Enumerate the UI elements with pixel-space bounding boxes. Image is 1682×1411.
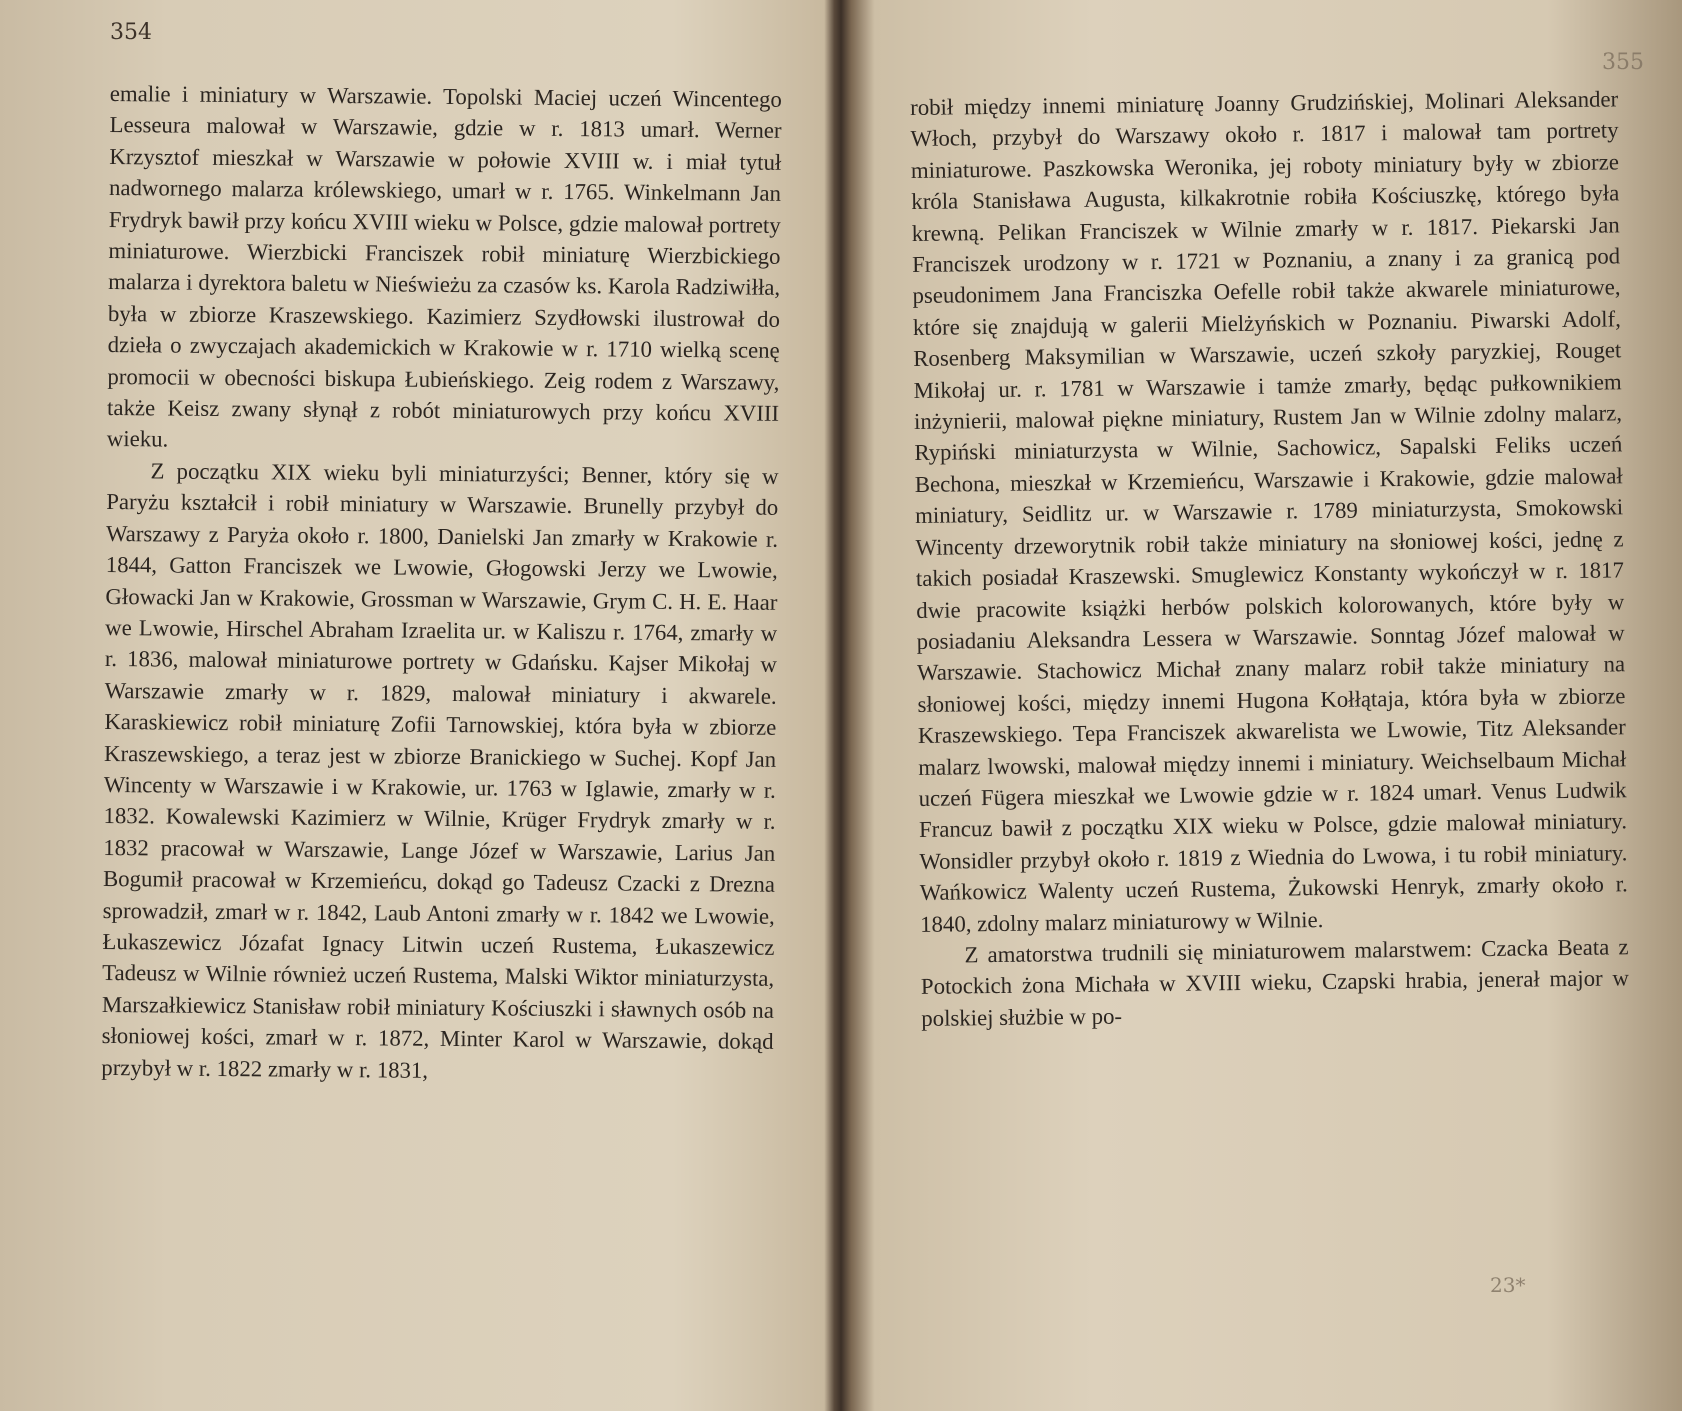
left-page-text <box>101 78 782 1089</box>
left-page <box>0 0 830 1411</box>
page-number-right: 355 <box>1602 50 1644 75</box>
paragraph: emalie i miniatury w Warszawie. Topolski Maciej uczeń Wincentego Lesseura malował w Warszawie, gdzie w r. 1813 umarł. Werner Krzysztof mieszkał w Warszawie w połowie XVIII w. i miał tytuł nadwornego malarza królewskiego, umarł w r. 1765. Winkelmann Jan Frydryk bawił przy końcu XVIII wieku w Polsce, gdzie malował portrety miniaturowe. Wierzbicki Franciszek robił miniaturę Wierzbickiego malarza i dyrektora baletu w Nieświeżu za czasów ks. Karola Radziwiłła, była w zbiorze Kraszewskiego. Kazimierz Szydłowski ilustrował do dzieła o zwyczajach akademickich w Krakowie w r. 1710 wielką scenę promocii w obecności biskupa Łubieńskiego. Zeig rodem z Warszawy, także Keisz zwany słynął z robót miniaturowych przy końcu XVIII wieku. <box>106 80 782 452</box>
paragraph: Z początku XIX wieku byli miniaturzyści; Benner, który się w Paryżu kształcił i robił miniatury w Warszawie. Brunelly przybył do Warszawy z Paryża około r. 1800, Danielski Jan zmarły w Krakowie r. 1844, Gatton Franciszek we Lwowie, Głogowski Jerzy we Lwowie, Głowacki Jan w Krakowie, Grossman w Warszawie, Grym C. H. E. Haar we Lwowie, Hirschel Abraham Izraelita ur. w Kaliszu r. 1764, zmarły w r. 1836, malował miniaturowe portrety w Gdańsku. Kajser Mikołaj w Warszawie zmarły w r. 1829, malował miniatury i akwarele. Karaskiewicz robił miniaturę Zofii Tarnowskiej, która była w zbiorze Kraszewskiego, a teraz jest w zbiorze Branickiego w Suchej. Kopf Jan Wincenty w Warszawie i w Krakowie, ur. 1763 w Iglawie, zmarły w r. 1832. Kowalewski Kazimierz w Wilnie, Krüger Frydryk zmarły w r. 1832 pracował w Warszawie, Lange Józef w Warszawie, Larius Jan Bogumił pracował w Krzemieńcu, dokąd go Tadeusz Czacki z Drezna sprowadził, zmarł w r. 1842, Laub Antoni zmarły w r. 1842 we Lwowie, Łukaszewicz Józafat Ignacy Litwin uczeń Rustema, Łukaszewicz Tadeusz w Wilnie również uczeń Rustema, Malski Wiktor miniaturzysta, Marszałkiewicz Stanisław robił miniatury Kościuszki i sławnych osób na słoniowej kości, zmarł w r. 1872, Minter Karol w Warszawie, dokąd przybył w r. 1822 zmarły w r. 1831, <box>101 458 779 1083</box>
paragraph: robił między innemi miniaturę Joanny Grudzińskiej, Molinari Aleksander Włoch, przybył do Warszawy około r. 1817 i malował tam portrety miniaturowe. Paszkowska Weronika, jej roboty miniatury były w zbiorze króla Stanisława Augusta, kilkakrotnie robiła Kościuszkę, którego była krewną. Pelikan Franciszek w Wilnie zmarły w r. 1817. Piekarski Jan Franciszek urodzony w r. 1721 w Poznaniu, a znany i za granicą pod pseudonimem Jana Franciszka Oefelle robił także akwarele miniaturowe, które się znajdują w galerii Mielżyńskich w Poznaniu. Piwarski Adolf, Rosenberg Maksymilian w Warszawie, uczeń szkoły paryzkiej, Rouget Mikołaj ur. r. 1781 w Warszawie i tamże zmarły, będąc pułkownikiem inżynierii, malował piękne miniatury, Rustem Jan w Wilnie zdolny malarz, Rypiński miniaturzysta w Wilnie, Sachowicz, Sapalski Feliks uczeń Bechona, mieszkał w Krzemieńcu, Warszawie i Krakowie, gdzie malował miniatury, Seidlitz ur. w Warszawie r. 1789 miniaturzysta, Smokowski Wincenty drzeworytnik robił także miniatury na słoniowej kości, jednę z takich posiadał Kraszewski. Smuglewicz Konstanty wykończył w r. 1817 dwie pracowite książki herbów polskich kolorowanych, które były w posiadaniu Aleksandra Lessera w Warszawie. Sonntag Józef malował w Warszawie. Stachowicz Michał znany malarz robił także miniatury na słoniowej kości, między innemi Hugona Kołłątaja, która była w zbiorze Kraszewskiego. Tepa Franciszek akwarelista we Lwowie, Titz Aleksander malarz lwowski, malował między innemi i miniatury. Weichselbaum Michał uczeń Fügera mieszkał we Lwowie gdzie w r. 1824 umarł. Venus Ludwik Francuz bawił z początku XIX wieku w Polsce, gdzie malował miniatury. Wonsidler przybył około r. 1819 z Wiednia do Lwowa, i tu robił miniatury. Wańkowicz Walenty uczeń Rustema, Żukowski Henryk, zmarły około r. 1840, zdolny malarz miniaturowy w Wilnie. <box>910 86 1628 937</box>
page-number-left: 354 <box>110 20 152 45</box>
right-page-text <box>910 83 1629 1034</box>
paragraph: Z amatorstwa trudnili się miniaturowem malarstwem: Czacka Beata z Potockich żona Michała w XVIII wieku, Czapski hrabia, jenerał major w polskiej służbie w po- <box>920 934 1630 1031</box>
right-page <box>842 0 1682 1411</box>
signature-mark: 23* <box>1490 1273 1526 1297</box>
